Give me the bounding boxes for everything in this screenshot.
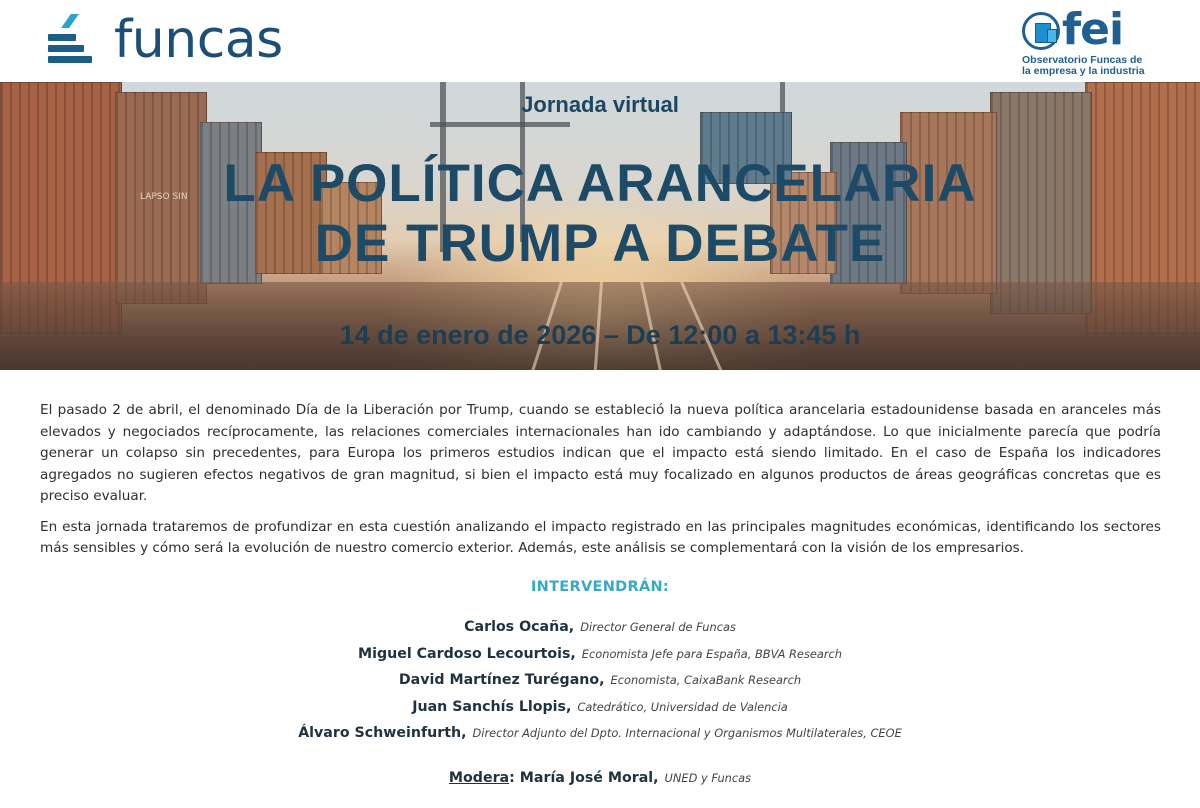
- speakers-heading: INTERVENDRÁN:: [530, 579, 669, 595]
- ofei-logo[interactable]: [1018, 4, 1148, 78]
- ofei-building-icon: [1022, 12, 1060, 50]
- moderator-line: [0, 769, 1200, 787]
- speaker-name: Carlos Ocaña,: [464, 619, 575, 635]
- speaker-role: Catedrático, Universidad de Valencia: [577, 699, 788, 714]
- hero-banner: [0, 82, 1200, 370]
- event-title-line1: LA POLÍTICA ARANCELARIA: [223, 154, 977, 213]
- moderator-label: Modera: [448, 770, 510, 786]
- description-paragraph-2: En esta jornada trataremos de profundizar en esta cuestión analizando el impacto registrado en las principales magnitudes económicas, identificando los sectores más sensibles y cómo será la evolución de nuestro comercio exterior. Además, este análisis se complementará con la visión de los empresarios.: [40, 518, 1161, 556]
- container-label: LAPSO SIN: [140, 192, 188, 202]
- speaker-role: Economista, CaixaBank Research: [610, 673, 802, 687]
- speaker-name: David Martínez Turégano,: [398, 672, 605, 688]
- ofei-logo-text: fei: [1062, 4, 1124, 55]
- header: [0, 0, 1200, 82]
- funcas-mark-icon: [46, 14, 94, 66]
- speaker-item: [0, 724, 1200, 751]
- speaker-item: [0, 698, 1200, 725]
- description-paragraph-1: El pasado 2 de abril, el denominado Día de la Liberación por Trump, cuando se estableció la nueva política arancelaria estadounidense basada en aranceles más elevados y negociados recíprocamente, las relaciones comerciales internacionales han ido cambiando y adaptándose. Lo que inicialmente parecía que podría generar un colapso sin precedentes, para Europa los primeros estudios indican que el impacto está siendo limitado. En el caso de España los indicadores agregados no sugieren efectos negativos de gran magnitud, si bien el impacto está muy focalizado en algunos productos de áreas geográficas concretas que es preciso evaluar.: [40, 402, 1161, 504]
- speaker-name: Juan Sanchís Llopis,: [412, 698, 572, 715]
- funcas-logo[interactable]: [46, 10, 283, 70]
- ofei-subtitle-line2: la empresa y la industria: [1022, 65, 1145, 77]
- speaker-item: [0, 645, 1200, 672]
- ofei-subtitle: [1022, 55, 1152, 77]
- speaker-role: Director Adjunto del Dpto. Internacional y Organismos Multilaterales, CEOE: [472, 726, 902, 740]
- speaker-item: [0, 671, 1200, 698]
- speakers-list: [0, 618, 1200, 751]
- funcas-logo-text: funcas: [114, 10, 283, 70]
- speaker-name: Álvaro Schweinfurth,: [298, 725, 467, 741]
- speaker-name: Miguel Cardoso Lecourtois,: [357, 645, 576, 662]
- event-title-line2: DE TRUMP A DEBATE: [314, 214, 886, 273]
- ofei-subtitle-line1: Observatorio Funcas de: [1022, 54, 1143, 66]
- event-kicker: Jornada virtual: [521, 92, 679, 117]
- moderator-name: : María José Moral,: [509, 770, 659, 786]
- speaker-item: [0, 618, 1200, 645]
- event-datetime: 14 de enero de 2026 – De 12:00 a 13:45 h: [339, 320, 861, 350]
- speaker-role: Director General de Funcas: [580, 620, 736, 634]
- event-title: [0, 154, 1200, 274]
- speaker-role: Economista Jefe para España, BBVA Research: [581, 646, 843, 661]
- event-description: [40, 400, 1161, 569]
- moderator-role: UNED y Funcas: [664, 771, 752, 785]
